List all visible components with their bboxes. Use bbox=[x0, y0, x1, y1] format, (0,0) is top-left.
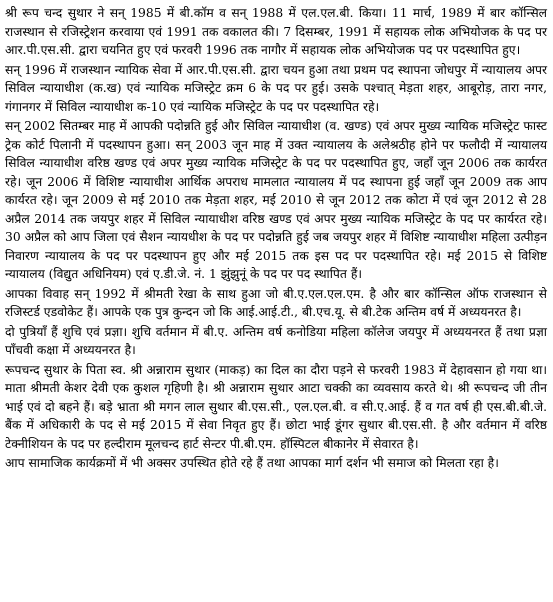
paragraph-family: रूपचन्द सुथार के पिता स्व. श्री अन्नाराम सुथार (माकड़) का दिल का दौरा पड़ने से फरवरी 1983 में देहावसान हो गया था। माता श्रीमती केशर देवी एक कुशल गृहिणी है। श्री अन्नाराम सुथार आटा चक्की का व्यवसाय करते थे। श्री रूपचन्द जी तीन भाई एवं दो बहने हैं। बड़े भ्राता श्री मगन लाल सुथार बी.एस.सी., एल.एल.बी. व सी.ए.आई. हैं व गत वर्ष ही एस.बी.बी.जे. बैंक में अधिकारी के पद से मई 2015 में सेवा निवृत हुए हैं। छोटा भाई डूंगर सुथार बी.एस.सी. है और वर्तमान में वरिष्ठ टेक्नीशियन के पद पर हल्दीराम मूलचन्द हार्ट सेन्टर पी.बी.एम. हॉस्पिटल बीकानेर में सेवारत है। bbox=[5, 362, 547, 451]
paragraph-social-activities: आप सामाजिक कार्यक्रमों में भी अक्सर उपस्थित होते रहे हैं तथा आपका मार्ग दर्शन भी समाज को मिलता रहा है। bbox=[5, 456, 499, 470]
paragraph-judicial-service: सन् 1996 में राजस्थान न्यायिक सेवा में आर.पी.एस.सी. द्वारा चयन हुआ तथा प्रथम पद स्थापना जोधपुर में न्यायालय अपर सिविल न्यायाधीश (क.ख) एवं न्यायिक मजिस्ट्रेट क्रम 6 के पद पर हुई। उसके पश्चात् मेड़ता शहर, आबूरोड़, तारा नगर, गंगानगर में सिविल न्यायाधीश क-10 एवं न्यायिक मजिस्ट्रेट के पद पर पदस्थापित रहे। bbox=[5, 62, 547, 114]
paragraph-education-early-career: श्री रूप चन्द सुथार ने सन् 1985 में बी.कॉम व सन् 1988 में एल.एल.बी. किया। 11 मार्च, 1989 में बार कॉन्सिल राजस्थान से रजिस्ट्रेशन करवाया एवं 1991 तक वकालत की। 7 दिसम्बर, 1991 में सहायक लोक अभियोजक के पद पर आर.पी.एस.सी. द्वारा चयनित हुए एवं फरवरी 1996 तक नागौर में सहायक लोक अभियोजक पद पर पदस्थापित हुए। bbox=[5, 6, 547, 57]
paragraph-marriage: आपका विवाह सन् 1992 में श्रीमती रेखा के साथ हुआ जो बी.ए.एल.एल.एम. है और बार कॉन्सिल ऑफ राजस्थान से रजिस्टर्ड एडवोकेट हैं। आपके एक पुत्र कुन्दन जो कि आई.आई.टी., बी.एच.यू. से बी.टेक अन्तिम वर्ष में अध्ययनरत है। bbox=[5, 286, 547, 319]
paragraph-promotions: सन् 2002 सितम्बर माह में आपकी पदोन्नति हुई और सिविल न्यायाधीश (व. खण्ड) एवं अपर मुख्य न्यायिक मजिस्ट्रेट फास्ट ट्रेक कोर्ट पिलानी में पदस्थापन हुआ। सन् 2003 जून माह में उक्त न्यायालय के अलेश्रठीह होने पर फलौदी में न्यायालय सिविल न्यायाधीश वरिष्ठ खण्ड एवं अपर मुख्य न्यायिक मजिस्ट्रेट के पद पर पदस्थापित हुए, जहाँ जून 2006 तक कार्यरत रहे। जून 2006 में विशिष्ट न्यायाधीश आर्थिक अपराध मामलात न्यायालय में पद स्थापना हुई जहाँ जून 2009 तक आप कार्यरत रहे। जून 2009 से मई 2010 तक मेड़ता शहर, मई 2010 से जून 2012 तक कोटा में एवं जून 2012 से 28 अप्रैल 2014 तक जयपुर शहर में सिविल न्यायाधीश वरिष्ठ खण्ड एवं अपर मुख्य न्यायिक मजिस्ट्रेट के पद पर कार्यरत रहे। 30 अप्रैल को आप जिला एवं सैशन न्यायधीश के पद पर पदोन्नति हुई जब जयपुर शहर में विशिष्ट न्यायाधीश महिला उत्पीड़न निवारण न्यायालय के पद पर पदस्थापन हुए और मई 2015 तक इस पद पर पदस्थापित रहे। मई 2015 से विशिष्ट न्यायालय (विद्युत अधिनियम) एवं ए.डी.जे. नं. 1 झुंझुनूं के पद पर पद स्थापित हैं। bbox=[5, 119, 547, 281]
paragraph-daughters: दो पुत्रियाँ हैं शुचि एवं प्रज्ञा। शुचि वर्तमान में बी.ए. अन्तिम वर्ष कनोडिया महिला कॉलेज जयपुर में अध्ययनरत हैं तथा प्रज्ञा पाँचवी कक्षा में अध्ययनरत है। bbox=[5, 324, 547, 357]
